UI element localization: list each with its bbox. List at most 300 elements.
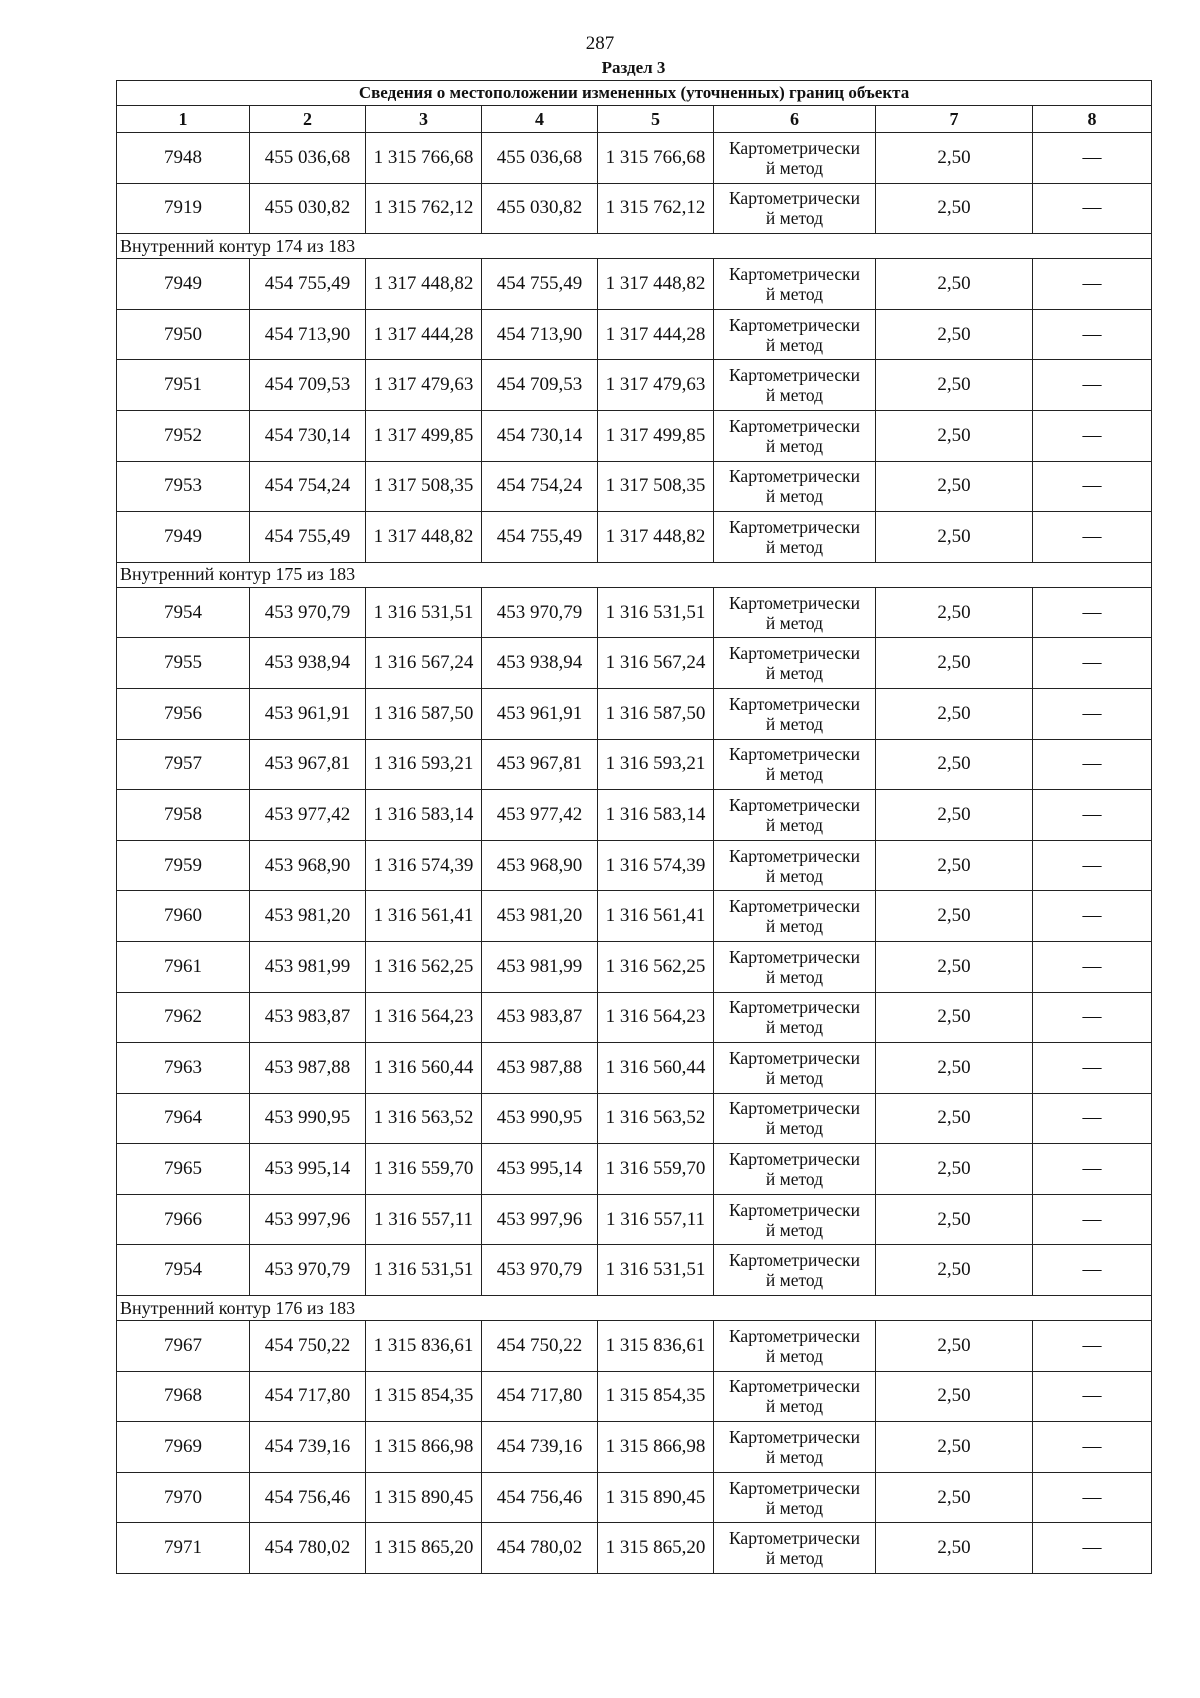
- method-line: й метод: [765, 385, 824, 406]
- x-coordinate-cell: 454 730,14: [250, 410, 366, 461]
- method-cell: [714, 1472, 876, 1523]
- column-header: 4: [482, 106, 598, 133]
- y-coordinate-cell: 1 315 865,20: [598, 1523, 714, 1574]
- contour-row: [117, 562, 1152, 587]
- x-coordinate-cell: 454 739,16: [250, 1422, 366, 1473]
- x-coordinate-cell: 453 987,88: [482, 1043, 598, 1094]
- table-row: [117, 360, 1152, 411]
- y-coordinate-cell: 1 316 561,41: [598, 891, 714, 942]
- method-line: Картометрически: [728, 896, 861, 917]
- x-coordinate-cell: 453 970,79: [482, 587, 598, 638]
- y-coordinate-cell: 1 317 499,85: [366, 410, 482, 461]
- method-line: Картометрически: [728, 1427, 861, 1448]
- x-coordinate-cell: 453 995,14: [482, 1144, 598, 1195]
- y-coordinate-cell: 1 316 560,44: [366, 1043, 482, 1094]
- y-coordinate-cell: 1 316 587,50: [598, 688, 714, 739]
- point-number-cell: 7967: [117, 1321, 250, 1372]
- precision-cell: 2,50: [876, 1371, 1033, 1422]
- x-coordinate-cell: 453 981,20: [250, 891, 366, 942]
- method-cell: [714, 360, 876, 411]
- method-line: Картометрически: [728, 1047, 861, 1068]
- dash-cell: —: [1033, 1043, 1152, 1094]
- y-coordinate-cell: 1 316 564,23: [598, 992, 714, 1043]
- dash-cell: —: [1033, 1422, 1152, 1473]
- y-coordinate-cell: 1 317 444,28: [598, 309, 714, 360]
- method-line: й метод: [765, 1067, 824, 1088]
- y-coordinate-cell: 1 317 499,85: [598, 410, 714, 461]
- contour-row: [117, 234, 1152, 259]
- precision-cell: 2,50: [876, 1194, 1033, 1245]
- x-coordinate-cell: 454 754,24: [482, 461, 598, 512]
- method-cell: [714, 461, 876, 512]
- method-line: й метод: [765, 916, 824, 937]
- y-coordinate-cell: 1 316 593,21: [598, 739, 714, 790]
- point-number-cell: 7964: [117, 1093, 250, 1144]
- column-header: 3: [366, 106, 482, 133]
- method-line: й метод: [765, 764, 824, 785]
- method-line: й метод: [765, 663, 824, 684]
- method-line: Картометрически: [728, 1528, 861, 1549]
- dash-cell: —: [1033, 638, 1152, 689]
- method-line: Картометрически: [728, 1376, 861, 1397]
- precision-cell: 2,50: [876, 259, 1033, 310]
- method-line: й метод: [765, 612, 824, 633]
- x-coordinate-cell: 454 713,90: [250, 309, 366, 360]
- y-coordinate-cell: 1 315 890,45: [598, 1472, 714, 1523]
- x-coordinate-cell: 453 995,14: [250, 1144, 366, 1195]
- table-row: [117, 941, 1152, 992]
- dash-cell: —: [1033, 688, 1152, 739]
- dash-cell: —: [1033, 410, 1152, 461]
- point-number-cell: 7966: [117, 1194, 250, 1245]
- table-row: [117, 183, 1152, 234]
- point-number-cell: 7919: [117, 183, 250, 234]
- column-header: 1: [117, 106, 250, 133]
- method-cell: [714, 410, 876, 461]
- point-number-cell: 7952: [117, 410, 250, 461]
- x-coordinate-cell: 453 970,79: [250, 587, 366, 638]
- x-coordinate-cell: 453 977,42: [482, 790, 598, 841]
- point-number-cell: 7963: [117, 1043, 250, 1094]
- table-caption-row: [117, 81, 1152, 106]
- precision-cell: 2,50: [876, 941, 1033, 992]
- method-line: Картометрически: [728, 466, 861, 487]
- y-coordinate-cell: 1 315 890,45: [366, 1472, 482, 1523]
- y-coordinate-cell: 1 316 559,70: [366, 1144, 482, 1195]
- y-coordinate-cell: 1 315 854,35: [598, 1371, 714, 1422]
- y-coordinate-cell: 1 315 766,68: [598, 133, 714, 184]
- point-number-cell: 7954: [117, 1245, 250, 1296]
- x-coordinate-cell: 454 717,80: [250, 1371, 366, 1422]
- precision-cell: 2,50: [876, 891, 1033, 942]
- point-number-cell: 7948: [117, 133, 250, 184]
- x-coordinate-cell: 454 713,90: [482, 309, 598, 360]
- precision-cell: 2,50: [876, 309, 1033, 360]
- method-line: й метод: [765, 1497, 824, 1518]
- column-header: 8: [1033, 106, 1152, 133]
- x-coordinate-cell: 453 967,81: [482, 739, 598, 790]
- table-row: [117, 133, 1152, 184]
- method-line: й метод: [765, 1447, 824, 1468]
- y-coordinate-cell: 1 316 567,24: [366, 638, 482, 689]
- method-cell: [714, 259, 876, 310]
- precision-cell: 2,50: [876, 739, 1033, 790]
- method-line: Картометрически: [728, 592, 861, 613]
- x-coordinate-cell: 455 030,82: [482, 183, 598, 234]
- y-coordinate-cell: 1 317 448,82: [366, 512, 482, 563]
- method-cell: [714, 1093, 876, 1144]
- method-line: й метод: [765, 334, 824, 355]
- method-line: й метод: [765, 1219, 824, 1240]
- x-coordinate-cell: 455 030,82: [250, 183, 366, 234]
- method-line: й метод: [765, 486, 824, 507]
- y-coordinate-cell: 1 316 563,52: [598, 1093, 714, 1144]
- x-coordinate-cell: 453 997,96: [250, 1194, 366, 1245]
- y-coordinate-cell: 1 316 583,14: [366, 790, 482, 841]
- point-number-cell: 7962: [117, 992, 250, 1043]
- method-cell: [714, 790, 876, 841]
- method-cell: [714, 1194, 876, 1245]
- method-line: Картометрически: [728, 794, 861, 815]
- precision-cell: 2,50: [876, 461, 1033, 512]
- point-number-cell: 7958: [117, 790, 250, 841]
- method-cell: [714, 941, 876, 992]
- dash-cell: —: [1033, 183, 1152, 234]
- x-coordinate-cell: 453 968,90: [250, 840, 366, 891]
- table-row: [117, 512, 1152, 563]
- x-coordinate-cell: 453 981,99: [250, 941, 366, 992]
- dash-cell: —: [1033, 309, 1152, 360]
- method-line: Картометрически: [728, 263, 861, 284]
- method-cell: [714, 840, 876, 891]
- y-coordinate-cell: 1 316 574,39: [598, 840, 714, 891]
- dash-cell: —: [1033, 840, 1152, 891]
- y-coordinate-cell: 1 315 866,98: [598, 1422, 714, 1473]
- y-coordinate-cell: 1 316 574,39: [366, 840, 482, 891]
- table-row: [117, 1043, 1152, 1094]
- method-cell: [714, 587, 876, 638]
- table-row: [117, 309, 1152, 360]
- table-row: [117, 1371, 1152, 1422]
- x-coordinate-cell: 455 036,68: [250, 133, 366, 184]
- x-coordinate-cell: 454 755,49: [250, 512, 366, 563]
- point-number-cell: 7961: [117, 941, 250, 992]
- y-coordinate-cell: 1 316 564,23: [366, 992, 482, 1043]
- precision-cell: 2,50: [876, 410, 1033, 461]
- method-line: Картометрически: [728, 188, 861, 209]
- method-cell: [714, 1523, 876, 1574]
- contour-label: Внутренний контур 175 из 183: [117, 562, 1152, 587]
- method-line: й метод: [765, 1345, 824, 1366]
- method-line: й метод: [765, 865, 824, 886]
- method-line: й метод: [765, 435, 824, 456]
- method-line: Картометрически: [728, 137, 861, 158]
- x-coordinate-cell: 453 997,96: [482, 1194, 598, 1245]
- method-line: Картометрически: [728, 1199, 861, 1220]
- dash-cell: —: [1033, 259, 1152, 310]
- method-line: Картометрически: [728, 744, 861, 765]
- dash-cell: —: [1033, 1194, 1152, 1245]
- y-coordinate-cell: 1 316 557,11: [366, 1194, 482, 1245]
- y-coordinate-cell: 1 315 836,61: [598, 1321, 714, 1372]
- x-coordinate-cell: 454 755,49: [250, 259, 366, 310]
- dash-cell: —: [1033, 790, 1152, 841]
- point-number-cell: 7968: [117, 1371, 250, 1422]
- dash-cell: —: [1033, 1093, 1152, 1144]
- y-coordinate-cell: 1 317 479,63: [366, 360, 482, 411]
- column-header: 5: [598, 106, 714, 133]
- y-coordinate-cell: 1 317 479,63: [598, 360, 714, 411]
- point-number-cell: 7971: [117, 1523, 250, 1574]
- x-coordinate-cell: 454 750,22: [250, 1321, 366, 1372]
- method-line: Картометрически: [728, 1477, 861, 1498]
- x-coordinate-cell: 455 036,68: [482, 133, 598, 184]
- y-coordinate-cell: 1 316 562,25: [598, 941, 714, 992]
- dash-cell: —: [1033, 461, 1152, 512]
- dash-cell: —: [1033, 992, 1152, 1043]
- table-row: [117, 1523, 1152, 1574]
- y-coordinate-cell: 1 316 587,50: [366, 688, 482, 739]
- precision-cell: 2,50: [876, 1043, 1033, 1094]
- method-cell: [714, 512, 876, 563]
- table-header-row: [117, 106, 1152, 133]
- dash-cell: —: [1033, 1245, 1152, 1296]
- x-coordinate-cell: 454 756,46: [482, 1472, 598, 1523]
- point-number-cell: 7949: [117, 512, 250, 563]
- method-line: й метод: [765, 1396, 824, 1417]
- method-line: Картометрически: [728, 946, 861, 967]
- dash-cell: —: [1033, 1523, 1152, 1574]
- dash-cell: —: [1033, 360, 1152, 411]
- x-coordinate-cell: 454 750,22: [482, 1321, 598, 1372]
- table-row: [117, 1245, 1152, 1296]
- x-coordinate-cell: 453 961,91: [250, 688, 366, 739]
- x-coordinate-cell: 454 730,14: [482, 410, 598, 461]
- dash-cell: —: [1033, 941, 1152, 992]
- table-row: [117, 790, 1152, 841]
- x-coordinate-cell: 454 709,53: [250, 360, 366, 411]
- table-row: [117, 688, 1152, 739]
- table-row: [117, 1472, 1152, 1523]
- precision-cell: 2,50: [876, 1422, 1033, 1473]
- y-coordinate-cell: 1 315 865,20: [366, 1523, 482, 1574]
- y-coordinate-cell: 1 316 531,51: [366, 1245, 482, 1296]
- method-line: й метод: [765, 157, 824, 178]
- y-coordinate-cell: 1 317 448,82: [598, 512, 714, 563]
- method-line: й метод: [765, 1548, 824, 1569]
- point-number-cell: 7953: [117, 461, 250, 512]
- method-line: Картометрически: [728, 314, 861, 335]
- method-cell: [714, 183, 876, 234]
- y-coordinate-cell: 1 317 448,82: [366, 259, 482, 310]
- contour-label: Внутренний контур 176 из 183: [117, 1296, 1152, 1321]
- x-coordinate-cell: 454 756,46: [250, 1472, 366, 1523]
- method-line: Картометрически: [728, 1250, 861, 1271]
- table-row: [117, 1422, 1152, 1473]
- dash-cell: —: [1033, 587, 1152, 638]
- point-number-cell: 7951: [117, 360, 250, 411]
- x-coordinate-cell: 454 780,02: [482, 1523, 598, 1574]
- precision-cell: 2,50: [876, 1523, 1033, 1574]
- method-cell: [714, 1144, 876, 1195]
- x-coordinate-cell: 453 967,81: [250, 739, 366, 790]
- x-coordinate-cell: 453 970,79: [482, 1245, 598, 1296]
- table-caption: Сведения о местоположении измененных (уточненных) границ объекта: [117, 81, 1152, 106]
- dash-cell: —: [1033, 1371, 1152, 1422]
- y-coordinate-cell: 1 315 762,12: [598, 183, 714, 234]
- method-line: Картометрически: [728, 1325, 861, 1346]
- dash-cell: —: [1033, 1321, 1152, 1372]
- table-row: [117, 259, 1152, 310]
- method-cell: [714, 309, 876, 360]
- y-coordinate-cell: 1 316 560,44: [598, 1043, 714, 1094]
- y-coordinate-cell: 1 315 866,98: [366, 1422, 482, 1473]
- x-coordinate-cell: 453 938,94: [482, 638, 598, 689]
- y-coordinate-cell: 1 316 531,51: [598, 587, 714, 638]
- dash-cell: —: [1033, 512, 1152, 563]
- column-header: 6: [714, 106, 876, 133]
- y-coordinate-cell: 1 316 557,11: [598, 1194, 714, 1245]
- point-number-cell: 7970: [117, 1472, 250, 1523]
- precision-cell: 2,50: [876, 1144, 1033, 1195]
- precision-cell: 2,50: [876, 1321, 1033, 1372]
- x-coordinate-cell: 454 717,80: [482, 1371, 598, 1422]
- dash-cell: —: [1033, 133, 1152, 184]
- contour-row: [117, 1296, 1152, 1321]
- method-line: й метод: [765, 966, 824, 987]
- method-line: Картометрически: [728, 693, 861, 714]
- y-coordinate-cell: 1 315 762,12: [366, 183, 482, 234]
- point-number-cell: 7957: [117, 739, 250, 790]
- table-row: [117, 587, 1152, 638]
- table-row: [117, 1093, 1152, 1144]
- precision-cell: 2,50: [876, 1245, 1033, 1296]
- x-coordinate-cell: 453 983,87: [250, 992, 366, 1043]
- method-line: й метод: [765, 283, 824, 304]
- precision-cell: 2,50: [876, 1472, 1033, 1523]
- y-coordinate-cell: 1 315 836,61: [366, 1321, 482, 1372]
- column-header: 2: [250, 106, 366, 133]
- y-coordinate-cell: 1 316 531,51: [598, 1245, 714, 1296]
- point-number-cell: 7949: [117, 259, 250, 310]
- method-cell: [714, 992, 876, 1043]
- y-coordinate-cell: 1 315 766,68: [366, 133, 482, 184]
- method-line: й метод: [765, 1169, 824, 1190]
- method-cell: [714, 1043, 876, 1094]
- x-coordinate-cell: 453 983,87: [482, 992, 598, 1043]
- precision-cell: 2,50: [876, 512, 1033, 563]
- method-line: Картометрически: [728, 1098, 861, 1119]
- method-cell: [714, 133, 876, 184]
- method-line: Картометрически: [728, 516, 861, 537]
- x-coordinate-cell: 453 981,99: [482, 941, 598, 992]
- table-row: [117, 638, 1152, 689]
- method-line: й метод: [765, 1118, 824, 1139]
- x-coordinate-cell: 454 755,49: [482, 512, 598, 563]
- method-cell: [714, 1422, 876, 1473]
- y-coordinate-cell: 1 316 583,14: [598, 790, 714, 841]
- x-coordinate-cell: 453 990,95: [250, 1093, 366, 1144]
- method-line: й метод: [765, 713, 824, 734]
- method-line: Картометрически: [728, 845, 861, 866]
- point-number-cell: 7954: [117, 587, 250, 638]
- point-number-cell: 7950: [117, 309, 250, 360]
- method-line: й метод: [765, 1017, 824, 1038]
- precision-cell: 2,50: [876, 638, 1033, 689]
- y-coordinate-cell: 1 317 508,35: [598, 461, 714, 512]
- precision-cell: 2,50: [876, 587, 1033, 638]
- column-header: 7: [876, 106, 1033, 133]
- method-line: Картометрически: [728, 1149, 861, 1170]
- precision-cell: 2,50: [876, 360, 1033, 411]
- precision-cell: 2,50: [876, 1093, 1033, 1144]
- page-number: 287: [585, 33, 615, 54]
- method-line: й метод: [765, 536, 824, 557]
- y-coordinate-cell: 1 315 854,35: [366, 1371, 482, 1422]
- y-coordinate-cell: 1 316 531,51: [366, 587, 482, 638]
- x-coordinate-cell: 453 961,91: [482, 688, 598, 739]
- x-coordinate-cell: 454 709,53: [482, 360, 598, 411]
- dash-cell: —: [1033, 739, 1152, 790]
- x-coordinate-cell: 453 977,42: [250, 790, 366, 841]
- point-number-cell: 7959: [117, 840, 250, 891]
- method-line: Картометрически: [728, 643, 861, 664]
- table-row: [117, 1144, 1152, 1195]
- y-coordinate-cell: 1 317 508,35: [366, 461, 482, 512]
- method-cell: [714, 1371, 876, 1422]
- method-cell: [714, 739, 876, 790]
- y-coordinate-cell: 1 316 593,21: [366, 739, 482, 790]
- table-row: [117, 739, 1152, 790]
- method-line: й метод: [765, 814, 824, 835]
- y-coordinate-cell: 1 316 563,52: [366, 1093, 482, 1144]
- precision-cell: 2,50: [876, 790, 1033, 841]
- precision-cell: 2,50: [876, 183, 1033, 234]
- point-number-cell: 7969: [117, 1422, 250, 1473]
- dash-cell: —: [1033, 891, 1152, 942]
- table-row: [117, 461, 1152, 512]
- y-coordinate-cell: 1 316 562,25: [366, 941, 482, 992]
- y-coordinate-cell: 1 317 444,28: [366, 309, 482, 360]
- method-line: Картометрически: [728, 997, 861, 1018]
- precision-cell: 2,50: [876, 688, 1033, 739]
- x-coordinate-cell: 453 981,20: [482, 891, 598, 942]
- precision-cell: 2,50: [876, 133, 1033, 184]
- table-row: [117, 992, 1152, 1043]
- y-coordinate-cell: 1 317 448,82: [598, 259, 714, 310]
- x-coordinate-cell: 453 938,94: [250, 638, 366, 689]
- method-cell: [714, 638, 876, 689]
- precision-cell: 2,50: [876, 840, 1033, 891]
- dash-cell: —: [1033, 1472, 1152, 1523]
- table-row: [117, 410, 1152, 461]
- point-number-cell: 7955: [117, 638, 250, 689]
- point-number-cell: 7956: [117, 688, 250, 739]
- section-title: Раздел 3: [601, 58, 666, 77]
- table-row: [117, 891, 1152, 942]
- x-coordinate-cell: 453 970,79: [250, 1245, 366, 1296]
- precision-cell: 2,50: [876, 992, 1033, 1043]
- dash-cell: —: [1033, 1144, 1152, 1195]
- table-row: [117, 840, 1152, 891]
- y-coordinate-cell: 1 316 567,24: [598, 638, 714, 689]
- contour-label: Внутренний контур 174 из 183: [117, 234, 1152, 259]
- point-number-cell: 7965: [117, 1144, 250, 1195]
- x-coordinate-cell: 454 739,16: [482, 1422, 598, 1473]
- method-cell: [714, 1245, 876, 1296]
- method-cell: [714, 891, 876, 942]
- method-line: Картометрически: [728, 365, 861, 386]
